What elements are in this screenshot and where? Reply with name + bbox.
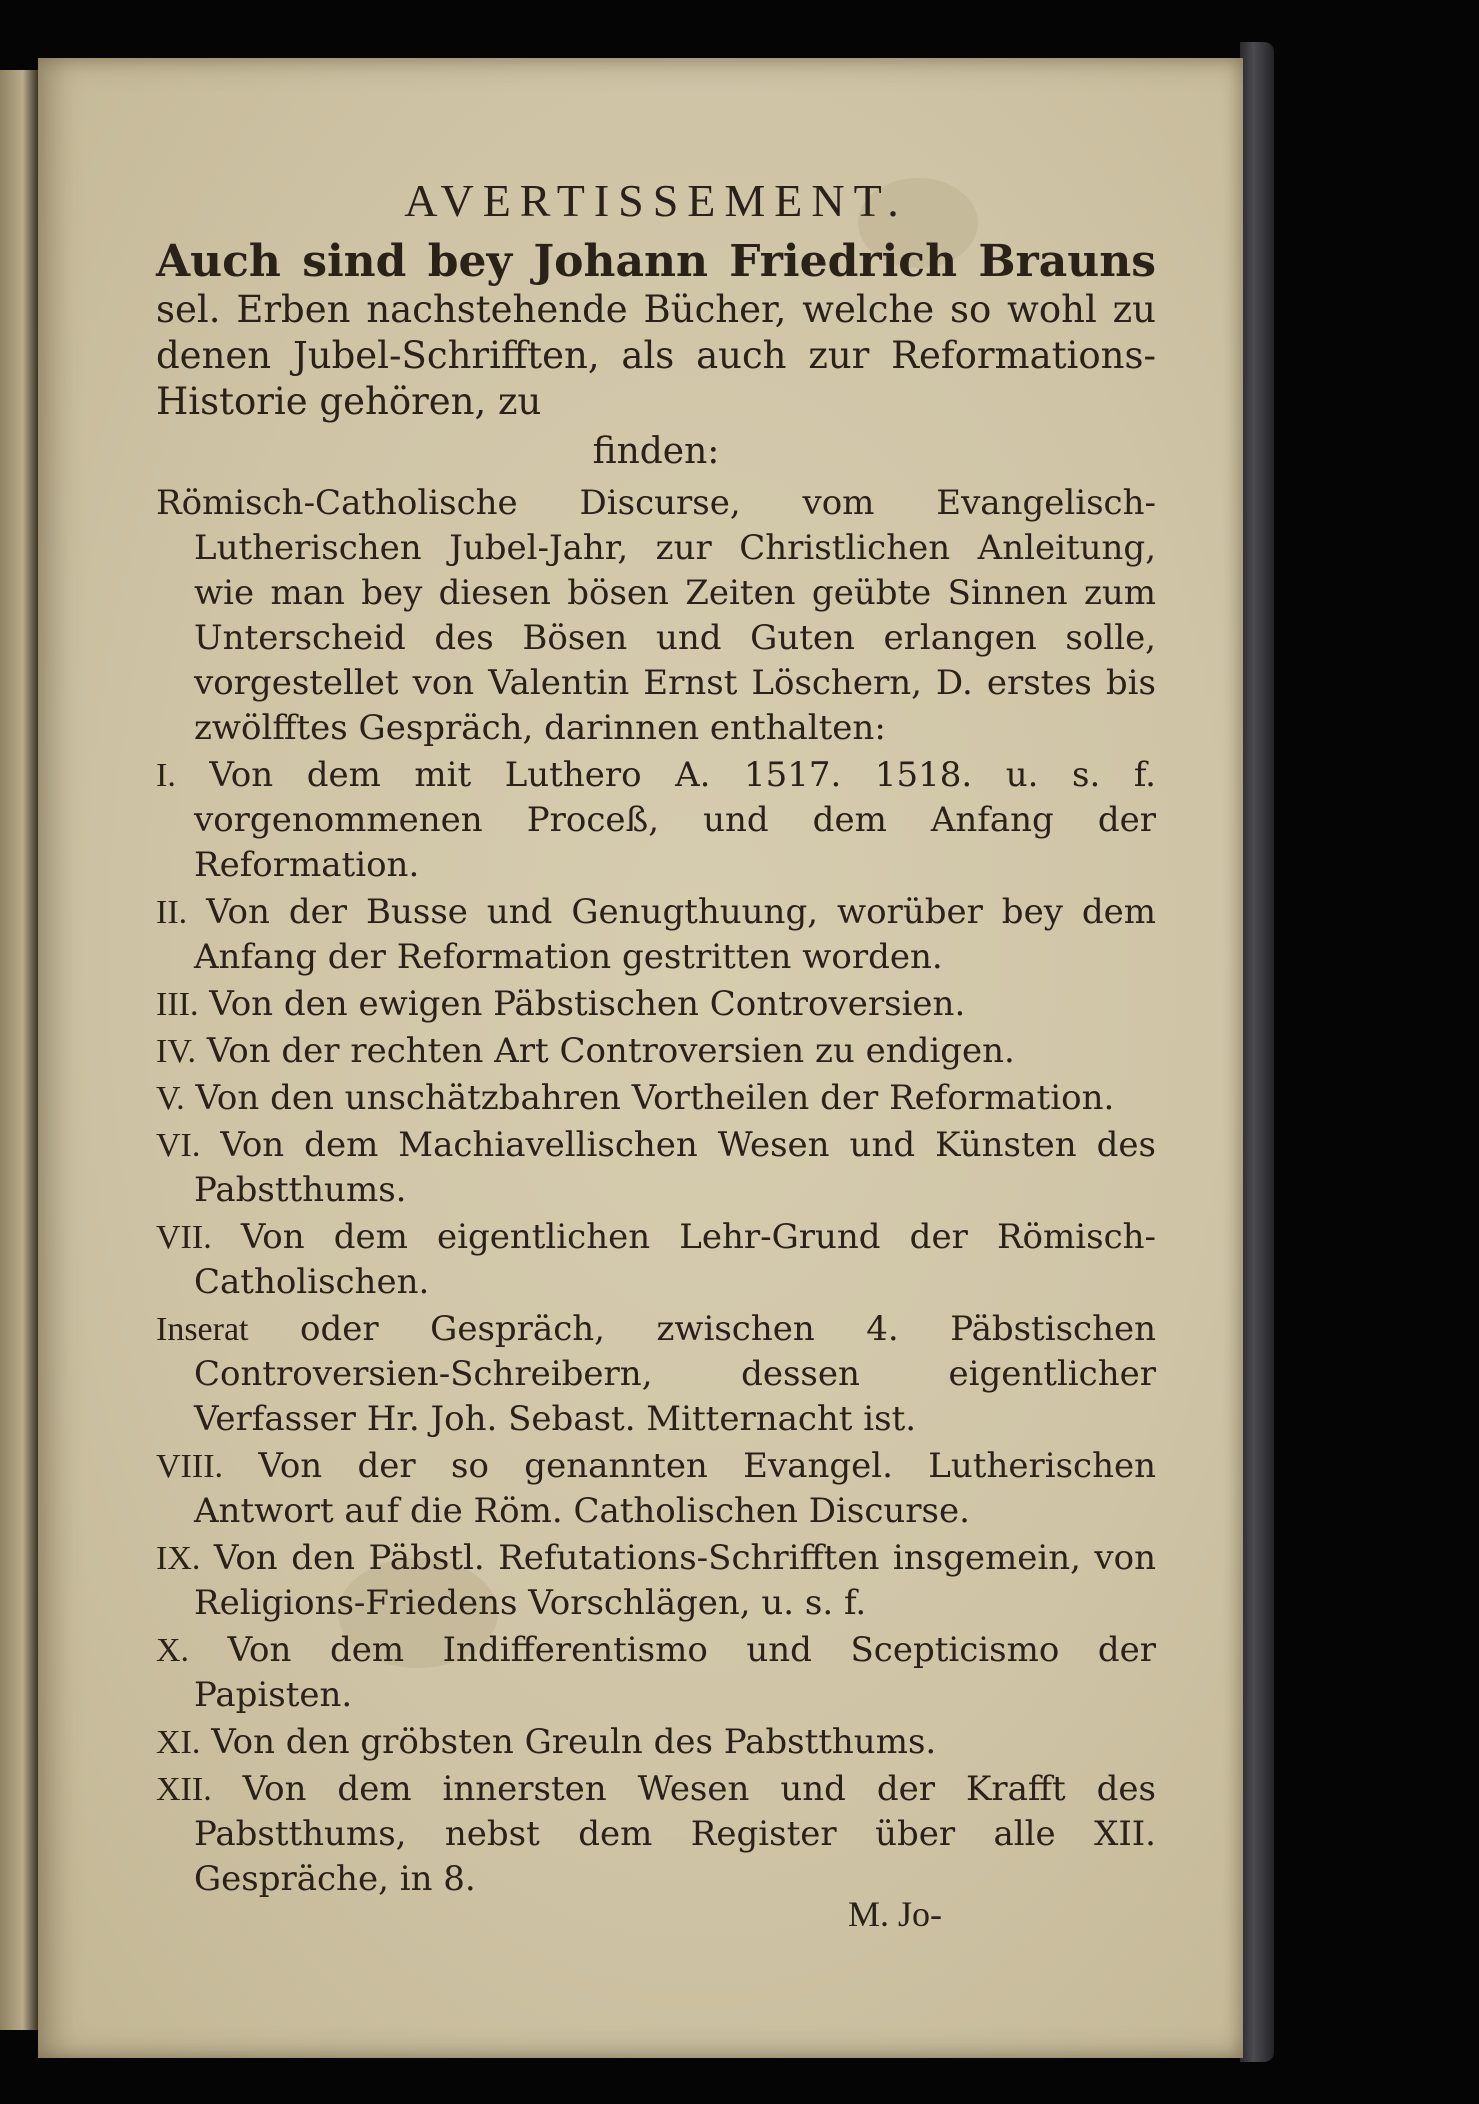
entry-text: Von den unschätzbahren Vortheilen der Reformation. bbox=[195, 1078, 1115, 1118]
text-block bbox=[156, 173, 1156, 1904]
entry-4 bbox=[156, 1029, 1156, 1074]
entry-text: Von der Busse und Genugthuung, worüber bey dem Anfang der Reformation gestritten worden. bbox=[194, 892, 1156, 977]
entry-number: IX. bbox=[156, 1540, 201, 1577]
entry-7 bbox=[156, 1215, 1156, 1305]
entry-number: II. bbox=[156, 894, 188, 931]
entry-6 bbox=[156, 1123, 1156, 1213]
page-heading: AVERTISSEMENT. bbox=[404, 175, 908, 226]
entry-13 bbox=[156, 1767, 1156, 1902]
entry-number: I. bbox=[156, 757, 176, 794]
entry-number: IV. bbox=[156, 1033, 196, 1070]
intro-paragraph bbox=[156, 236, 1156, 425]
entry-9 bbox=[156, 1444, 1156, 1534]
entry-text: oder Gespräch, zwischen 4. Päbstischen Controversien-Schreibern, dessen eigentlicher Verfasser Hr. Joh. Sebast. Mitternacht ist. bbox=[194, 1309, 1156, 1439]
entry-8 bbox=[156, 1307, 1156, 1442]
entry-text: Von den Päbstl. Refutations-Schrifften insgemein, von Religions-Friedens Vorschlägen, u. s. f. bbox=[194, 1538, 1157, 1623]
previous-page-edge bbox=[0, 70, 38, 2030]
entry-number: VI. bbox=[156, 1127, 201, 1164]
entry-text: Römisch-Catholische Discurse, vom Evangelisch-Lutherischen Jubel-Jahr, zur Christlichen Anleitung, wie man bey diesen bösen Zeiten geübte Sinnen zum Unterscheid des Bösen und Guten erlangen solle, vorgestellet von Valentin Ernst Löschern, D. erstes bis zwölfftes Gespräch, darinnen enthalten: bbox=[156, 483, 1156, 748]
entry-12 bbox=[156, 1720, 1156, 1765]
entry-number: XI. bbox=[156, 1724, 201, 1761]
entry-10 bbox=[156, 1536, 1156, 1626]
entry-text: Von dem Machiavellischen Wesen und Künsten des Pabstthums. bbox=[194, 1125, 1157, 1210]
intro-lead: Auch sind bey Johann Friedrich Brauns bbox=[156, 236, 1156, 287]
entry-text: Von dem eigentlichen Lehr-Grund der Römisch-Catholischen. bbox=[194, 1217, 1156, 1302]
book-page bbox=[38, 58, 1243, 2058]
entry-11 bbox=[156, 1628, 1156, 1718]
entry-2 bbox=[156, 890, 1156, 980]
entry-text: Von den gröbsten Greuln des Pabstthums. bbox=[211, 1722, 937, 1762]
intro-tail: finden: bbox=[592, 431, 720, 472]
entry-text: Von der rechten Art Controversien zu endigen. bbox=[206, 1031, 1015, 1071]
entry-number: VIII. bbox=[156, 1448, 224, 1485]
book-cover-edge bbox=[1240, 42, 1274, 2062]
intro-body: sel. Erben nachstehende Bücher, welche so wohl zu denen Jubel-Schrifften, als auch zur Reformations-Historie gehören, zu bbox=[156, 288, 1156, 423]
entry-5 bbox=[156, 1076, 1156, 1121]
entry-number: III. bbox=[156, 986, 199, 1023]
entry-0 bbox=[156, 481, 1156, 751]
entry-number: X. bbox=[156, 1632, 190, 1669]
entry-text: Von der so genannten Evangel. Lutherischen Antwort auf die Röm. Catholischen Discurse. bbox=[194, 1446, 1156, 1531]
entry-number: Inserat bbox=[156, 1311, 249, 1348]
entry-1 bbox=[156, 753, 1156, 888]
entry-number: XII. bbox=[156, 1771, 212, 1808]
entry-number: V. bbox=[156, 1080, 185, 1117]
entry-text: Von dem Indifferentismo und Scepticismo der Papisten. bbox=[194, 1630, 1156, 1715]
entry-number: VII. bbox=[156, 1219, 212, 1256]
entry-3 bbox=[156, 982, 1156, 1027]
catchword: M. Jo- bbox=[848, 1894, 943, 1934]
entry-text: Von dem mit Luthero A. 1517. 1518. u. s. f. vorgenommenen Proceß, und dem Anfang der Reformation. bbox=[194, 755, 1156, 885]
entry-text: Von dem innersten Wesen und der Krafft des Pabstthums, nebst dem Register über alle XII. Gespräche, in 8. bbox=[194, 1769, 1156, 1899]
entry-text: Von den ewigen Päbstischen Controversien. bbox=[209, 984, 966, 1024]
